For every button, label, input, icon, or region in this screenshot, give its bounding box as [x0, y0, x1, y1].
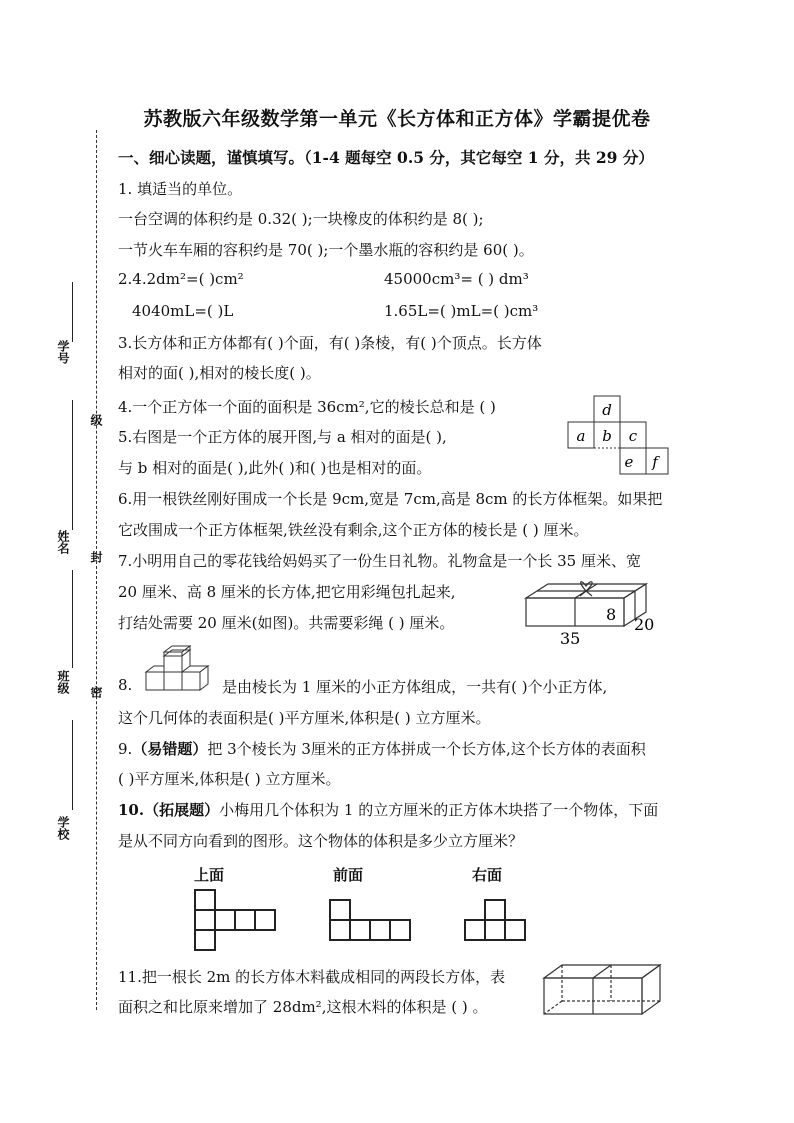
q9-line-1: [118, 738, 646, 759]
q1-line-1: 一台空调的体积约是 0.32( );一块橡皮的体积约是 8( );: [118, 210, 484, 228]
cube-stack-figure: [142, 642, 216, 700]
label-feng: 封: [89, 551, 103, 563]
q8-number: 8.: [118, 676, 133, 694]
q9-line-2: ( )平方厘米,体积是( ) 立方厘米。: [118, 770, 341, 788]
label-banji: 班级: [56, 670, 70, 694]
q5-line-2: 与 b 相对的面是( ),此外( )和( )也是相对的面。: [118, 459, 432, 477]
q10-text: 小梅用几个体积为 1 的立方厘米的正方体木块搭了一个物体，下面: [219, 801, 659, 819]
q8-line-2: 这个几何体的表面积是( )平方厘米,体积是( ) 立方厘米。: [118, 709, 491, 727]
gift-dim-width: 20: [634, 615, 655, 634]
q9-tag: （易错题）: [132, 740, 208, 758]
label-ji: 级: [89, 414, 103, 426]
front-view-figure: [327, 898, 413, 942]
q3-line-1: 3.长方体和正方体都有( )个面，有( )条棱，有( )个顶点。长方体: [118, 334, 542, 352]
q7-line-1: 7.小明用自己的零花钱给妈妈买了一份生日礼物。礼物盒是一个长 35 厘米、宽: [118, 552, 641, 570]
q8-line-1: 是由棱长为 1 厘米的小正方体组成，一共有( )个小正方体,: [222, 678, 608, 696]
q7-line-2: 20 厘米、高 8 厘米的长方体,把它用彩绳包扎起来,: [118, 583, 456, 601]
xuehao-blank-line: [72, 282, 73, 342]
view-right-label: 右面: [472, 866, 503, 884]
q9-number: 9.: [118, 740, 133, 758]
q7-line-3: 打结处需要 20 厘米(如图)。共需要彩绳 ( ) 厘米。: [118, 614, 455, 632]
q10-tag: （拓展题）: [144, 801, 220, 819]
label-xingming: 姓名: [56, 530, 70, 554]
q10-line-2: 是从不同方向看到的图形。这个物体的体积是多少立方厘米？: [118, 832, 524, 850]
q1-head: 1. 填适当的单位。: [118, 180, 243, 198]
xuexiao-blank-line: [72, 720, 73, 810]
label-mi: 密: [89, 686, 103, 698]
view-front-label: 前面: [333, 866, 364, 884]
net-face-a: a: [576, 427, 586, 445]
banji-blank-line: [72, 570, 73, 668]
gift-dim-height: 8: [606, 605, 617, 624]
q2-b: 45000cm³= ( ) dm³: [384, 270, 529, 288]
label-xuehao: 学号: [56, 340, 70, 364]
q10-line-1: [118, 799, 658, 820]
q10-number: 10.: [118, 801, 145, 819]
net-face-e: e: [624, 453, 634, 471]
right-view-figure: [462, 898, 528, 942]
net-face-d: d: [602, 401, 612, 419]
q4-line: 4.一个正方体一个面的面积是 36cm²,它的棱长总和是 ( ): [118, 398, 496, 416]
q6-line-2: 它改围成一个正方体框架,铁丝没有剩余,这个正方体的棱长是 ( ) 厘米。: [118, 521, 589, 539]
q11-line-2: 面积之和比原来增加了 28dm²,这根木料的体积是 ( ) 。: [118, 998, 488, 1016]
q3-line-2: 相对的面( ),相对的棱长度( )。: [118, 364, 321, 382]
view-top-label: 上面: [194, 866, 225, 884]
net-face-b: b: [602, 427, 612, 445]
cube-net-figure: [566, 394, 670, 478]
q9-text: 把 3个棱长为 3厘米的正方体拼成一个长方体,这个长方体的表面积: [207, 740, 646, 758]
label-xuexiao: 学校: [56, 816, 70, 840]
q6-line-1: 6.用一根铁丝刚好围成一个长是 9cm,宽是 7cm,高是 8cm 的长方体框架。如果把: [118, 490, 663, 508]
gift-dim-length: 35: [560, 629, 581, 648]
section-heading-1: 一、细心读题，谨慎填写。（1-4 题每空 0.5 分，其它每空 1 分，共 29 分）: [118, 148, 654, 167]
q1-line-2: 一节火车车厢的容积约是 70( );一个墨水瓶的容积约是 60( )。: [118, 241, 534, 259]
xingming-blank-line: [72, 400, 73, 530]
timber-figure: [540, 962, 664, 1018]
gift-box-figure: [522, 578, 662, 648]
q11-line-1: 11.把一根长 2m 的长方体木料截成相同的两段长方体，表: [118, 968, 506, 986]
q5-line-1: 5.右图是一个正方体的展开图,与 a 相对的面是( ),: [118, 428, 447, 446]
binding-dashed-line: [96, 130, 97, 1010]
page-title: 苏教版六年级数学第一单元《长方体和正方体》学霸提优卷: [143, 108, 651, 130]
top-view-figure: [192, 888, 278, 952]
net-face-c: c: [628, 427, 638, 445]
q2-a: 2.4.2dm²=( )cm²: [118, 270, 244, 288]
q2-d: 1.65L=( )mL=( )cm³: [384, 302, 539, 320]
net-face-f: f: [652, 453, 658, 471]
q2-c: 4040mL=( )L: [132, 302, 234, 320]
